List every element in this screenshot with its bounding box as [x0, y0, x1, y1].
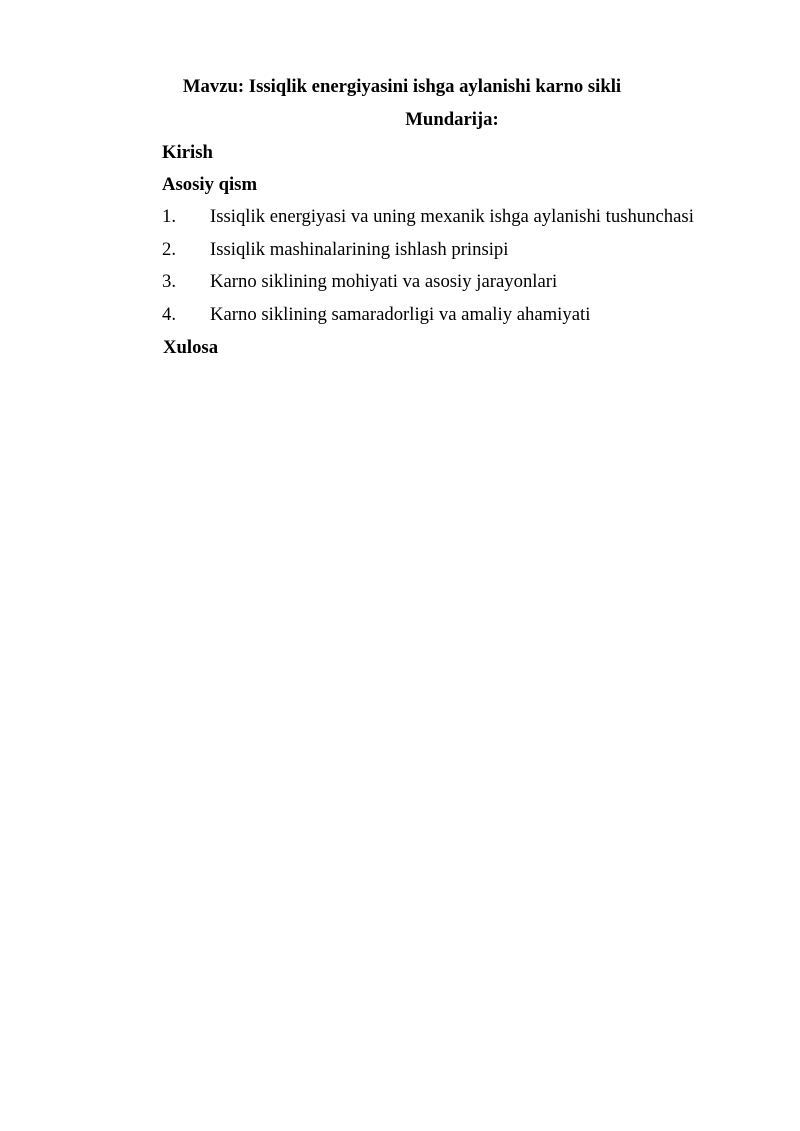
section-conclusion: Xulosa [163, 337, 219, 358]
toc-item-number: 4. [162, 303, 177, 325]
toc-item-number: 2. [162, 238, 177, 260]
toc-heading: Mundarija: [405, 109, 499, 130]
toc-item-number: 3. [162, 271, 177, 293]
toc-item-text: Karno siklining mohiyati va asosiy jarayonlari [210, 271, 558, 293]
toc-item-text: Issiqlik mashinalarining ishlash prinsipi [210, 238, 509, 260]
section-main-part: Asosiy qism [162, 174, 258, 195]
toc-item-text: Issiqlik energiyasi va uning mexanik ishga aylanishi tushunchasi [210, 206, 694, 227]
toc-item-number: 1. [162, 206, 177, 227]
document-title: Mavzu: Issiqlik energiyasini ishga aylanishi karno sikli [182, 76, 622, 97]
section-intro: Kirish [162, 142, 213, 163]
toc-item-text: Karno siklining samaradorligi va amaliy ahamiyati [210, 303, 591, 325]
